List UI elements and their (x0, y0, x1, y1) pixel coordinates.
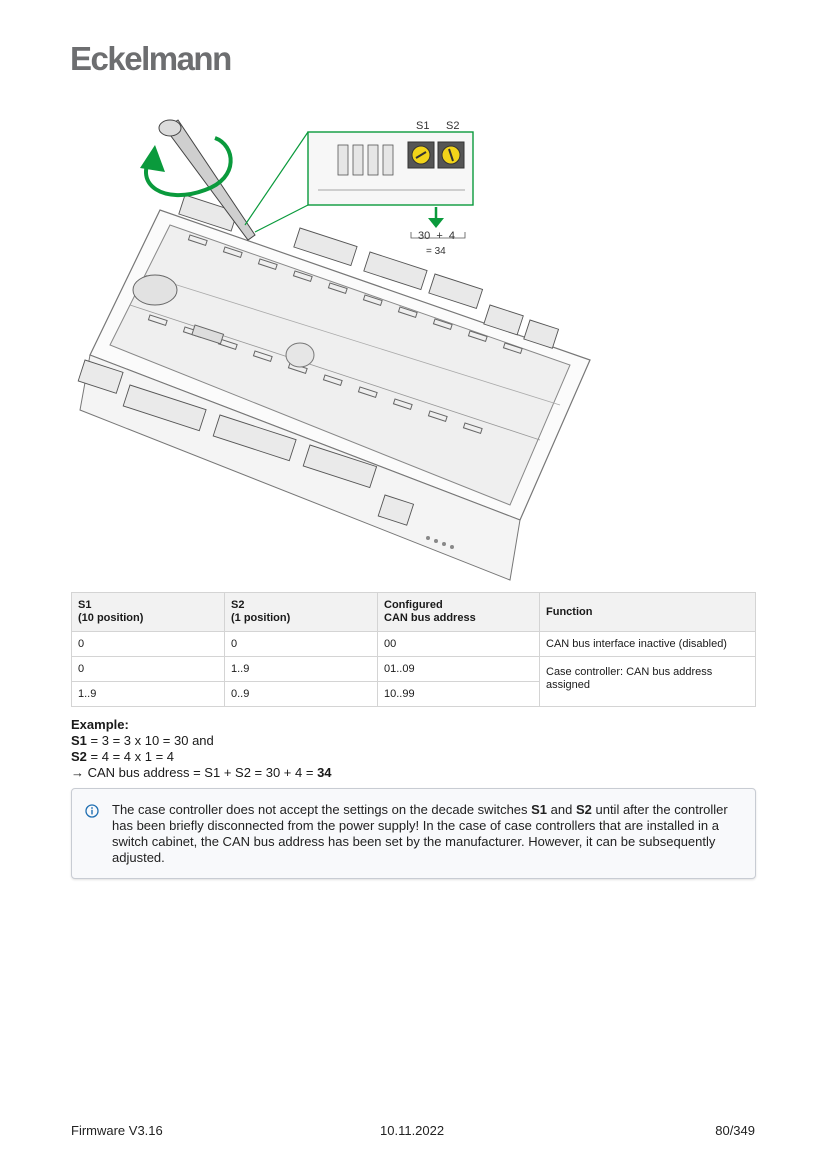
example-block (71, 717, 332, 781)
cell-address: 10..99 (378, 682, 540, 707)
battery-holder (133, 275, 177, 305)
footer-firmware: Firmware V3.16 (71, 1123, 163, 1138)
example-line-result: → CAN bus address = S1 + S2 = 30 + 4 = 34 (71, 765, 332, 780)
cell-function: Case controller: CAN bus address assigned (540, 657, 756, 707)
header-s1: S1 (10 position) (72, 593, 225, 632)
table-header-row (72, 593, 756, 632)
cell-s1: 1..9 (72, 682, 225, 707)
info-note (71, 788, 756, 879)
example-line-s1: S1 = 3 = 3 x 10 = 30 and (71, 733, 214, 748)
sum-result: = 34 (426, 246, 446, 257)
info-icon (85, 804, 99, 818)
rotate-arrow-head (140, 145, 165, 172)
footer-date: 10.11.2022 (380, 1123, 445, 1138)
controller-illustration (70, 110, 610, 590)
cell-s1: 0 (72, 657, 225, 682)
controller-drawing (70, 110, 610, 590)
s2-label: S2 (446, 120, 460, 132)
cell-function: CAN bus interface inactive (disabled) (540, 632, 756, 657)
center-hole (286, 343, 314, 367)
eckelmann-logo: Eckelmann (70, 40, 231, 77)
cell-address: 00 (378, 632, 540, 657)
example-title: Example: (71, 717, 129, 732)
note-text: The case controller does not accept the settings on the decade switches S1 and S2 until after the controller has been briefly disconnected from the power supply! In the case of case controllers that are installed in a switch cabinet, the CAN bus address has been set by the manufacturer. However, it can be subsequently adjusted. (112, 802, 728, 865)
down-arrow-icon (428, 218, 444, 228)
cell-address: 01..09 (378, 657, 540, 682)
cell-s2: 1..9 (225, 657, 378, 682)
cell-s2: 0..9 (225, 682, 378, 707)
example-line-s2: S2 = 4 = 4 x 1 = 4 (71, 749, 174, 764)
header-address: Configured CAN bus address (378, 593, 540, 632)
footer-page-number: 80/349 (715, 1123, 755, 1138)
header-function: Function (540, 593, 756, 632)
cell-s2: 0 (225, 632, 378, 657)
table-row (72, 657, 756, 682)
sum-expression: 30 + 4 (418, 230, 456, 242)
s1-label: S1 (416, 120, 430, 132)
cell-s1: 0 (72, 632, 225, 657)
table-row (72, 632, 756, 657)
switch-address-table (71, 592, 756, 707)
header-s2: S2 (1 position) (225, 593, 378, 632)
